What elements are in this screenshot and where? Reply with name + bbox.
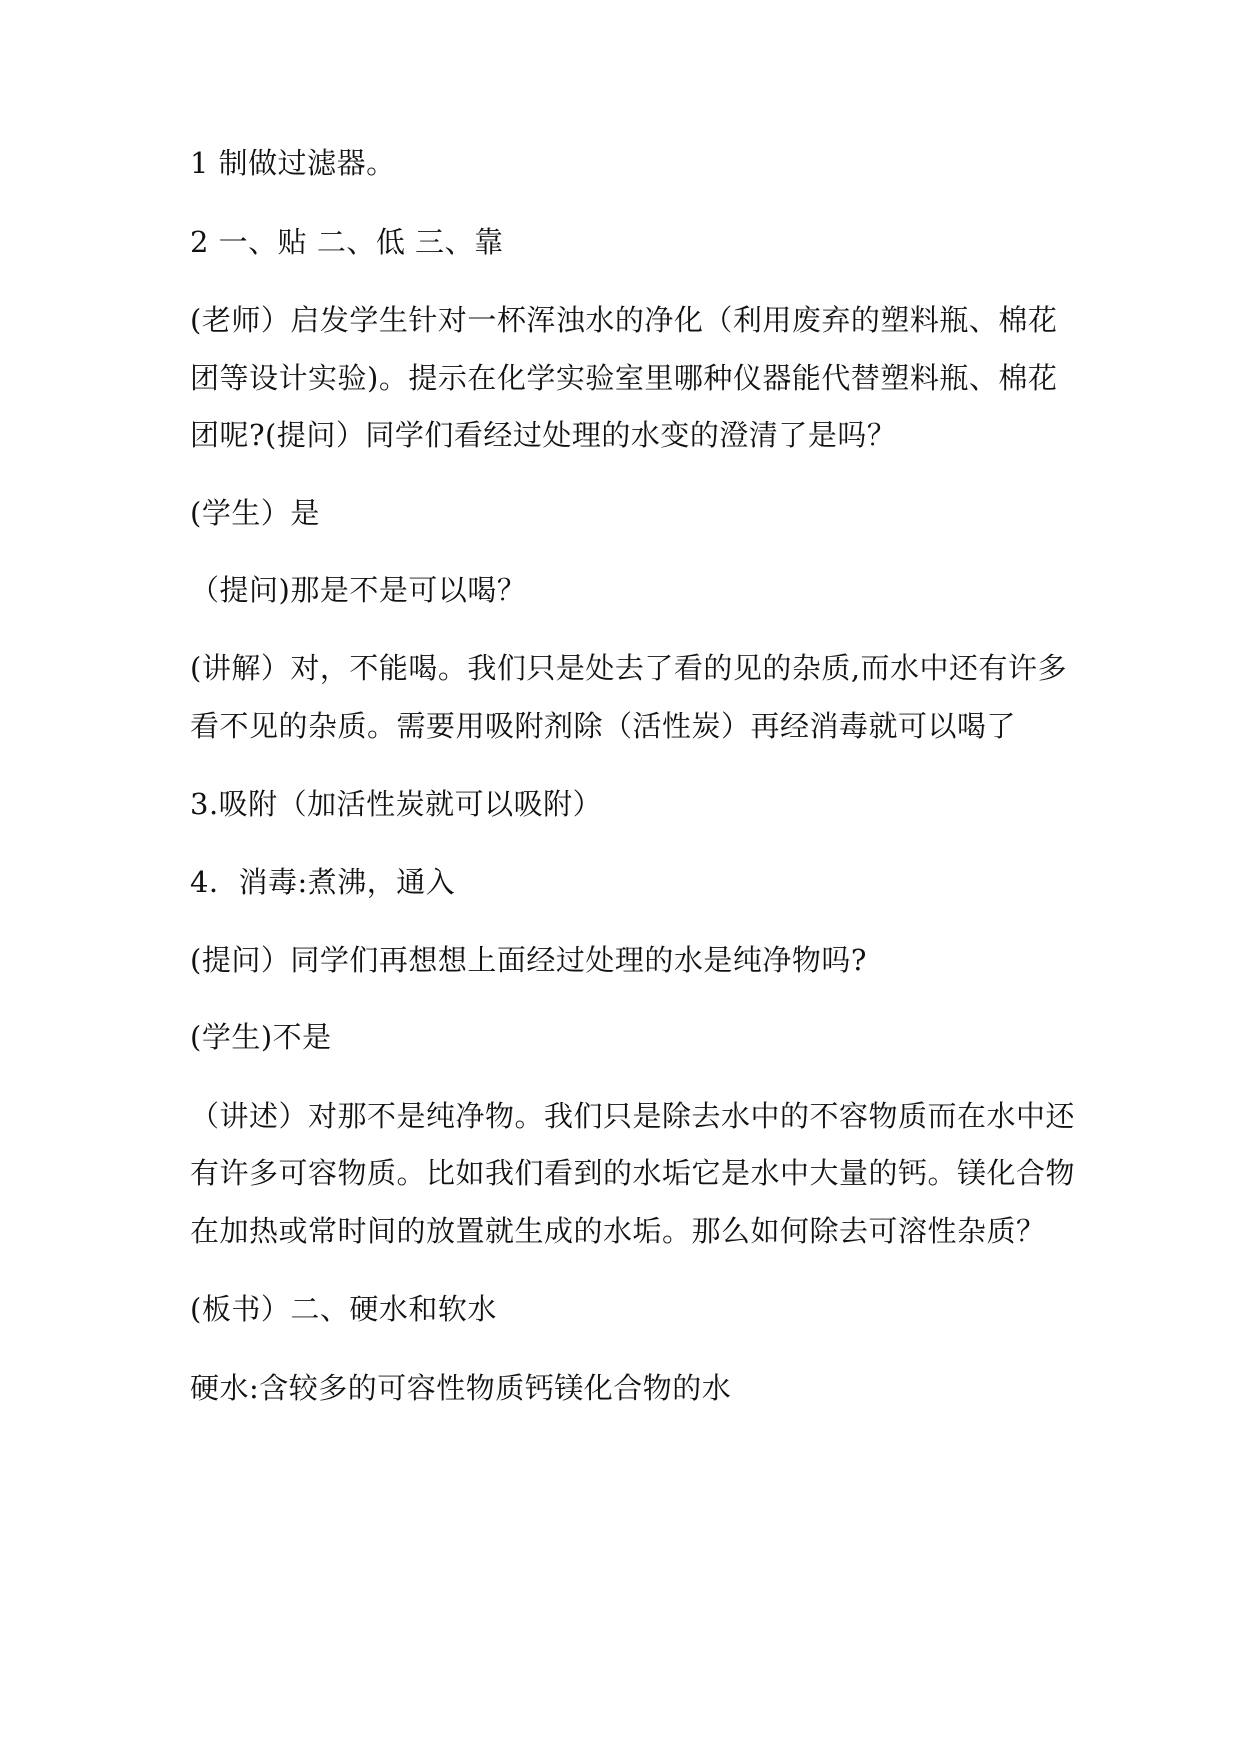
text-line: (老师）启发学生针对一杯浑浊水的净化（利用废弃的塑料瓶、棉花 <box>190 303 1058 337</box>
text-line: 团呢?(提问）同学们看经过处理的水变的澄清了是吗？ <box>190 418 897 452</box>
text-line: (学生）是 <box>190 496 320 530</box>
text-line: (讲解）对，不能喝。我们只是处去了看的见的杂质,而水中还有许多 <box>190 651 1068 685</box>
text-line: 硬水:含较多的可容性物质钙镁化合物的水 <box>190 1371 732 1405</box>
text-line: 有许多可容物质。比如我们看到的水垢它是水中大量的钙。镁化合物 <box>190 1156 1076 1190</box>
text-line: (板书）二、硬水和软水 <box>190 1292 497 1326</box>
text-line: (学生)不是 <box>190 1020 332 1054</box>
text-line: 2 一、贴 二、低 三、靠 <box>190 225 504 259</box>
text-line: 团等设计实验)。提示在化学实验室里哪种仪器能代替塑料瓶、棉花 <box>190 361 1058 395</box>
text-line: （讲述）对那不是纯净物。我们只是除去水中的不容物质而在水中还 <box>190 1099 1076 1133</box>
text-line: 4．消毒:煮沸，通入 <box>190 865 456 899</box>
text-line: 看不见的杂质。需要用吸附剂除（活性炭）再经消毒就可以喝了 <box>190 709 1017 743</box>
text-line: 在加热或常时间的放置就生成的水垢。那么如何除去可溶性杂质？ <box>190 1214 1046 1248</box>
text-line: 1 制做过滤器。 <box>190 146 396 180</box>
text-line: （提问)那是不是可以喝？ <box>190 573 527 607</box>
text-line: 3.吸附（加活性炭就可以吸附） <box>190 787 603 821</box>
text-line: (提问）同学们再想想上面经过处理的水是纯净物吗? <box>190 943 867 977</box>
